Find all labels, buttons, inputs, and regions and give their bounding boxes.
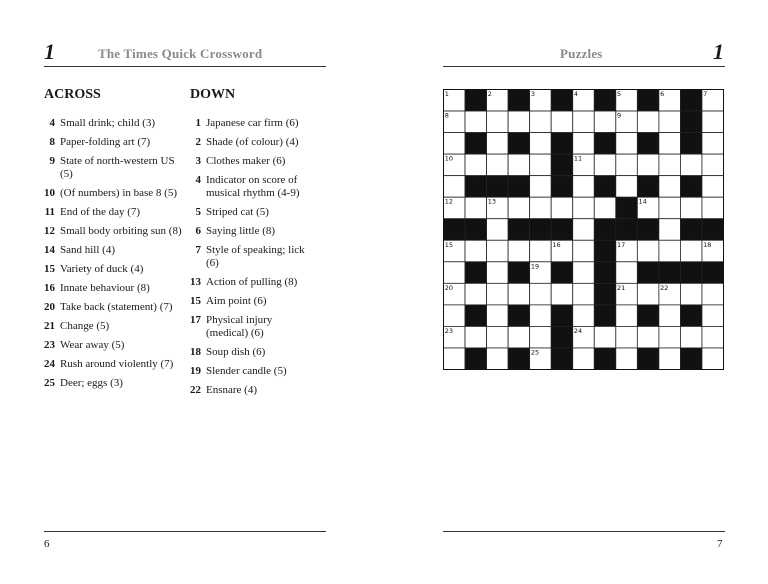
grid-block-cell	[551, 326, 573, 348]
grid-cell[interactable]	[487, 240, 509, 262]
crossword-grid[interactable]	[443, 89, 724, 370]
grid-clue-number: 13	[487, 197, 497, 206]
grid-cell[interactable]	[659, 305, 681, 327]
grid-clue-number: 16	[552, 240, 561, 249]
grid-cell[interactable]	[530, 240, 552, 262]
clue-number: 9	[49, 155, 55, 167]
grid-block-cell	[508, 305, 530, 327]
grid-cell[interactable]	[659, 154, 681, 176]
grid-cell[interactable]	[530, 197, 552, 219]
grid-block-cell	[659, 262, 681, 284]
grid-cell[interactable]	[487, 348, 509, 370]
grid-clue-number: 24	[573, 326, 583, 335]
grid-cell[interactable]	[659, 197, 681, 219]
grid-cell[interactable]	[702, 326, 724, 348]
grid-cell[interactable]	[659, 133, 681, 155]
grid-cell[interactable]	[573, 197, 595, 219]
across-clue-16[interactable]	[44, 282, 184, 295]
clue-number: 19	[190, 365, 201, 377]
grid-block-cell	[487, 176, 509, 198]
across-clue-list	[44, 117, 184, 396]
grid-cell[interactable]	[594, 111, 616, 133]
down-clue-5[interactable]	[190, 206, 315, 219]
grid-cell[interactable]	[465, 111, 487, 133]
grid-block-cell	[465, 133, 487, 155]
across-clue-10[interactable]	[44, 187, 184, 200]
right-header-rule	[443, 66, 725, 67]
grid-cell[interactable]	[444, 176, 466, 198]
grid-cell[interactable]	[616, 133, 638, 155]
grid-block-cell	[444, 219, 466, 241]
grid-cell[interactable]	[680, 154, 702, 176]
grid-cell[interactable]	[637, 111, 659, 133]
clue-number: 6	[195, 225, 201, 237]
grid-clue-number: 5	[617, 90, 622, 98]
left-header-rule	[44, 66, 326, 67]
down-clue-2[interactable]	[190, 136, 315, 149]
grid-block-cell	[594, 262, 616, 284]
clue-number: 2	[195, 136, 201, 148]
grid-cell[interactable]	[702, 154, 724, 176]
grid-block-cell	[508, 133, 530, 155]
grid-cell[interactable]	[616, 348, 638, 370]
grid-cell[interactable]	[594, 197, 616, 219]
grid-block-cell	[637, 176, 659, 198]
clue-text: End of the day (7)	[60, 206, 141, 218]
clue-number: 15	[44, 263, 55, 275]
clue-text: Japanese car firm (6)	[206, 117, 299, 129]
grid-cell[interactable]	[530, 283, 552, 305]
grid-cell[interactable]	[508, 240, 530, 262]
clue-text: Aim point (6)	[206, 295, 267, 307]
clue-number: 13	[190, 276, 201, 288]
grid-cell[interactable]	[530, 326, 552, 348]
grid-clue-number: 6	[660, 90, 665, 98]
grid-block-cell	[508, 348, 530, 370]
grid-cell[interactable]	[487, 283, 509, 305]
grid-block-cell	[508, 176, 530, 198]
clue-text: Style of speaking; lick (6)	[206, 244, 305, 269]
across-clue-15[interactable]	[44, 263, 184, 276]
clue-text: Ensnare (4)	[206, 384, 258, 396]
grid-block-cell	[594, 133, 616, 155]
clue-number: 3	[195, 155, 201, 167]
grid-block-cell	[551, 219, 573, 241]
grid-block-cell	[465, 262, 487, 284]
down-clue-7[interactable]	[190, 244, 315, 270]
down-clue-1[interactable]	[190, 117, 315, 130]
down-clue-3[interactable]	[190, 155, 315, 168]
grid-cell[interactable]	[702, 283, 724, 305]
grid-block-cell	[680, 111, 702, 133]
grid-clue-number: 8	[444, 111, 449, 120]
grid-block-cell	[702, 262, 724, 284]
clue-number: 14	[44, 244, 55, 256]
down-clue-list	[190, 117, 315, 403]
grid-cell[interactable]	[465, 326, 487, 348]
clue-text: Paper-folding art (7)	[60, 136, 151, 148]
across-clue-9[interactable]	[44, 155, 184, 181]
grid-block-cell	[551, 348, 573, 370]
clue-number: 25	[44, 377, 55, 389]
down-clue-22[interactable]	[190, 384, 315, 397]
grid-block-cell	[702, 219, 724, 241]
grid-clue-number: 9	[617, 111, 622, 120]
grid-block-cell	[551, 262, 573, 284]
grid-block-cell	[637, 219, 659, 241]
clue-text: State of north-western US (5)	[60, 155, 175, 180]
grid-block-cell	[508, 262, 530, 284]
grid-block-cell	[465, 348, 487, 370]
down-clue-18[interactable]	[190, 346, 315, 359]
grid-block-cell	[616, 197, 638, 219]
clue-number: 11	[44, 206, 55, 218]
grid-block-cell	[680, 90, 702, 112]
grid-block-cell	[594, 176, 616, 198]
grid-cell[interactable]	[573, 262, 595, 284]
grid-cell[interactable]	[594, 154, 616, 176]
grid-cell[interactable]	[487, 305, 509, 327]
grid-cell[interactable]	[530, 176, 552, 198]
clue-number: 18	[190, 346, 201, 358]
grid-cell[interactable]	[508, 283, 530, 305]
grid-clue-number: 18	[703, 240, 712, 249]
grid-clue-number: 14	[638, 197, 647, 206]
grid-clue-number: 3	[530, 90, 535, 98]
grid-cell[interactable]	[487, 133, 509, 155]
grid-clue-number: 2	[487, 90, 492, 98]
left-page-title: The Times Quick Crossword	[98, 46, 263, 61]
clue-number: 8	[49, 136, 55, 148]
across-clue-8[interactable]	[44, 136, 184, 149]
down-clue-15[interactable]	[190, 295, 315, 308]
clue-number: 17	[190, 314, 201, 326]
grid-clue-number: 25	[530, 348, 540, 357]
clue-text: Action of pulling (8)	[206, 276, 298, 288]
grid-cell[interactable]	[465, 154, 487, 176]
grid-cell[interactable]	[444, 348, 466, 370]
grid-block-cell	[637, 262, 659, 284]
grid-cell[interactable]	[487, 326, 509, 348]
grid-block-cell	[637, 348, 659, 370]
grid-cell[interactable]	[702, 348, 724, 370]
grid-cell[interactable]	[508, 154, 530, 176]
across-clue-23[interactable]	[44, 339, 184, 352]
clue-text: Small drink; child (3)	[60, 117, 156, 129]
grid-cell[interactable]	[465, 283, 487, 305]
grid-cell[interactable]	[508, 197, 530, 219]
clue-text: Soup dish (6)	[206, 346, 266, 358]
grid-cell[interactable]	[573, 176, 595, 198]
clue-text: Rush around violently (7)	[60, 358, 174, 370]
grid-cell[interactable]	[487, 111, 509, 133]
clue-number: 22	[190, 384, 201, 396]
down-clue-4[interactable]	[190, 174, 315, 200]
clue-text: Shade (of colour) (4)	[206, 136, 299, 148]
grid-block-cell	[680, 219, 702, 241]
grid-cell[interactable]	[530, 133, 552, 155]
grid-cell[interactable]	[573, 219, 595, 241]
grid-block-cell	[637, 133, 659, 155]
right-page-number: 7	[717, 538, 723, 550]
clue-text: Indicator on score of musical rhythm (4-9)	[206, 174, 300, 199]
clue-text: Innate behaviour (8)	[60, 282, 150, 294]
grid-cell[interactable]	[444, 305, 466, 327]
left-page-number-heading: 1	[44, 39, 55, 64]
clue-number: 15	[190, 295, 201, 307]
grid-block-cell	[637, 305, 659, 327]
grid-clue-number: 12	[444, 197, 453, 206]
grid-cell[interactable]	[702, 176, 724, 198]
right-page-number-heading: 1	[713, 39, 724, 64]
grid-cell[interactable]	[616, 326, 638, 348]
grid-cell[interactable]	[465, 197, 487, 219]
down-clue-19[interactable]	[190, 365, 315, 378]
clue-number: 4	[49, 117, 55, 129]
grid-cell[interactable]	[530, 305, 552, 327]
grid-clue-number: 11	[573, 154, 583, 163]
clue-number: 21	[44, 320, 55, 332]
grid-cell[interactable]	[659, 348, 681, 370]
down-clue-6[interactable]	[190, 225, 315, 238]
grid-block-cell	[508, 219, 530, 241]
grid-clue-number: 21	[617, 283, 626, 292]
grid-cell[interactable]	[637, 326, 659, 348]
grid-cell[interactable]	[680, 283, 702, 305]
across-clue-11[interactable]	[44, 206, 184, 219]
grid-block-cell	[680, 133, 702, 155]
grid-block-cell	[465, 219, 487, 241]
down-clue-17[interactable]	[190, 314, 315, 340]
grid-cell[interactable]	[659, 111, 681, 133]
grid-cell[interactable]	[508, 326, 530, 348]
clue-number: 4	[195, 174, 201, 186]
clue-number: 12	[44, 225, 55, 237]
across-clue-25[interactable]	[44, 377, 184, 390]
grid-cell[interactable]	[637, 240, 659, 262]
grid-clue-number: 15	[444, 240, 453, 249]
down-clue-13[interactable]	[190, 276, 315, 289]
grid-clue-number: 22	[660, 283, 669, 292]
clue-text: Slender candle (5)	[206, 365, 287, 377]
clue-number: 10	[44, 187, 55, 199]
grid-block-cell	[551, 176, 573, 198]
grid-clue-number: 10	[444, 154, 453, 163]
grid-block-cell	[594, 283, 616, 305]
right-page-title: Puzzles	[560, 46, 603, 61]
grid-cell[interactable]	[444, 262, 466, 284]
left-page-number: 6	[44, 538, 50, 550]
grid-cell[interactable]	[444, 133, 466, 155]
grid-block-cell	[594, 90, 616, 112]
grid-block-cell	[680, 176, 702, 198]
grid-cell[interactable]	[573, 305, 595, 327]
grid-cell[interactable]	[659, 219, 681, 241]
clue-text: Striped cat (5)	[206, 206, 269, 218]
grid-cell[interactable]	[573, 240, 595, 262]
clue-text: Wear away (5)	[60, 339, 125, 351]
left-footer-rule	[44, 531, 326, 532]
grid-clue-number: 7	[703, 90, 708, 98]
grid-cell[interactable]	[637, 154, 659, 176]
grid-cell[interactable]	[530, 154, 552, 176]
clue-number: 16	[44, 282, 55, 294]
clue-text: Clothes maker (6)	[206, 155, 286, 167]
grid-clue-number: 19	[530, 262, 540, 271]
grid-cell[interactable]	[702, 111, 724, 133]
grid-cell[interactable]	[465, 240, 487, 262]
across-clue-14[interactable]	[44, 244, 184, 257]
clue-text: Deer; eggs (3)	[60, 377, 123, 389]
grid-cell[interactable]	[702, 197, 724, 219]
grid-block-cell	[508, 90, 530, 112]
clue-text: Small body orbiting sun (8)	[60, 225, 182, 237]
across-clue-24[interactable]	[44, 358, 184, 371]
clue-text: Physical injury (medical) (6)	[206, 314, 273, 339]
grid-cell[interactable]	[680, 326, 702, 348]
across-clue-20[interactable]	[44, 301, 184, 314]
grid-block-cell	[680, 348, 702, 370]
grid-cell[interactable]	[616, 154, 638, 176]
clue-number: 23	[44, 339, 55, 351]
grid-block-cell	[594, 219, 616, 241]
grid-block-cell	[594, 240, 616, 262]
grid-cell[interactable]	[551, 197, 573, 219]
grid-cell[interactable]	[616, 262, 638, 284]
grid-cell[interactable]	[508, 111, 530, 133]
clue-text: Change (5)	[60, 320, 110, 332]
clue-number: 1	[195, 117, 201, 129]
clue-text: Take back (statement) (7)	[60, 301, 173, 313]
grid-cell[interactable]	[530, 111, 552, 133]
grid-block-cell	[530, 219, 552, 241]
grid-cell[interactable]	[659, 240, 681, 262]
grid-cell[interactable]	[573, 111, 595, 133]
grid-cell[interactable]	[551, 111, 573, 133]
grid-cell[interactable]	[573, 133, 595, 155]
clue-text: Sand hill (4)	[60, 244, 115, 256]
grid-block-cell	[594, 305, 616, 327]
grid-clue-number: 23	[444, 326, 453, 335]
across-clue-12[interactable]	[44, 225, 184, 238]
across-clue-21[interactable]	[44, 320, 184, 333]
grid-clue-number: 17	[617, 240, 626, 249]
grid-block-cell	[465, 90, 487, 112]
grid-cell[interactable]	[616, 305, 638, 327]
grid-cell[interactable]	[594, 326, 616, 348]
clue-number: 24	[44, 358, 55, 370]
grid-cell[interactable]	[487, 219, 509, 241]
grid-block-cell	[637, 90, 659, 112]
down-heading: DOWN	[190, 87, 236, 102]
grid-cell[interactable]	[702, 305, 724, 327]
grid-block-cell	[465, 305, 487, 327]
grid-block-cell	[594, 348, 616, 370]
grid-cell[interactable]	[487, 154, 509, 176]
grid-cell[interactable]	[659, 176, 681, 198]
grid-block-cell	[616, 219, 638, 241]
grid-block-cell	[680, 262, 702, 284]
grid-cell[interactable]	[659, 326, 681, 348]
grid-block-cell	[551, 305, 573, 327]
grid-block-cell	[465, 176, 487, 198]
grid-cell[interactable]	[680, 197, 702, 219]
clue-number: 20	[44, 301, 55, 313]
grid-cell[interactable]	[573, 348, 595, 370]
clue-number: 5	[195, 206, 201, 218]
grid-cell[interactable]	[680, 240, 702, 262]
grid-cell[interactable]	[616, 176, 638, 198]
grid-cell[interactable]	[551, 283, 573, 305]
clue-text: (Of numbers) in base 8 (5)	[60, 187, 177, 199]
clue-number: 7	[195, 244, 201, 256]
grid-cell[interactable]	[573, 283, 595, 305]
across-clue-4[interactable]	[44, 117, 184, 130]
grid-cell[interactable]	[487, 262, 509, 284]
grid-block-cell	[551, 154, 573, 176]
grid-block-cell	[551, 90, 573, 112]
grid-block-cell	[551, 133, 573, 155]
right-footer-rule	[443, 531, 725, 532]
across-heading: ACROSS	[44, 87, 101, 102]
grid-clue-number: 20	[444, 283, 453, 292]
grid-cell[interactable]	[702, 133, 724, 155]
grid-clue-number: 1	[444, 90, 449, 98]
grid-cell[interactable]	[637, 283, 659, 305]
grid-clue-number: 4	[573, 90, 579, 98]
clue-text: Variety of duck (4)	[60, 263, 144, 275]
grid-block-cell	[680, 305, 702, 327]
clue-text: Saying little (8)	[206, 225, 276, 237]
